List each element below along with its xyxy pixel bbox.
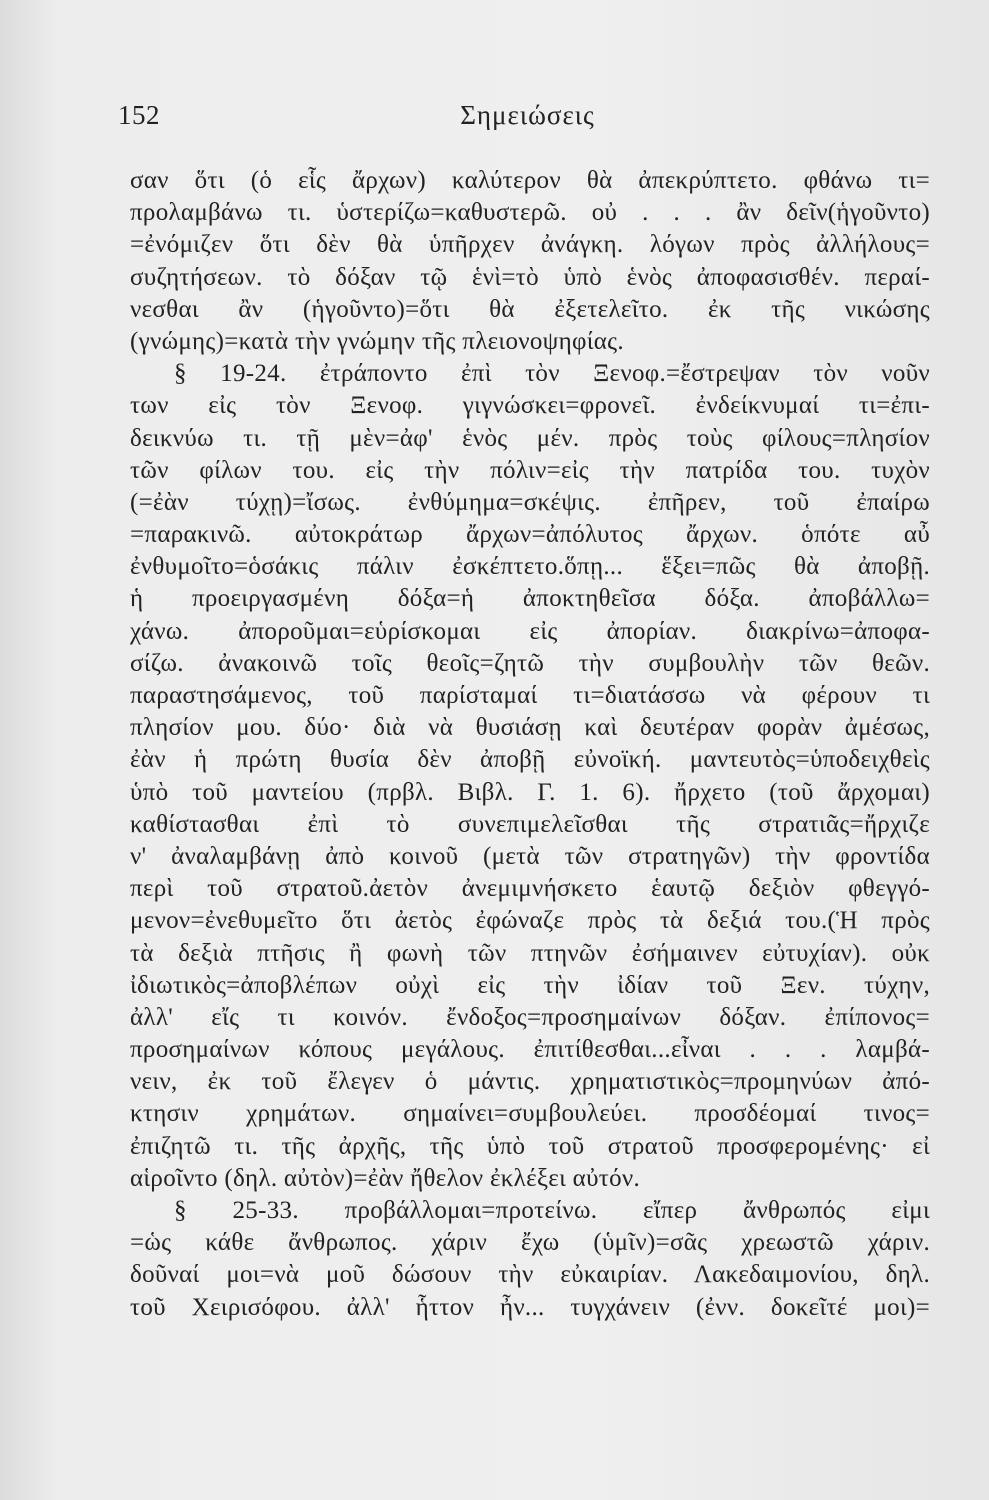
text-line: σαν ὅτι (ὁ εἷς ἄρχων) καλύτερον θὰ ἀπεκρύπτετο. φθάνω τι=: [130, 167, 930, 194]
text-line: τοῦ Χειρισόφου. ἀλλ' ἧττον ἦν... τυγχάνειν (ἐνν. δοκεῖτέ μοι)=: [130, 1293, 930, 1321]
text-line: (=ἐὰν τύχῃ)=ἴσως. ἐνθύμημα=σκέψις. ἐπῆρεν, τοῦ ἐπαίρω: [130, 488, 930, 516]
text-line: παραστησάμενος, τοῦ παρίσταμαί τι=διατάσσω νὰ φέρουν τι: [130, 682, 930, 709]
text-line: ἡ προειργασμένη δόξα=ἡ ἀποκτηθεῖσα δόξα. ἀποβάλλω=: [130, 585, 930, 613]
text-line: δεικνύω τι. τῇ μὲν=ἀφ' ἑνὸς μέν. πρὸς τοὺς φίλους=πλησίον: [130, 424, 930, 452]
text-line: προλαμβάνω τι. ὑστερίζω=καθυστερῶ. οὐ . . . ἂν δεῖν(ἡγοῦντο): [130, 199, 930, 227]
page-header: [118, 100, 937, 140]
page-number: 152: [118, 100, 160, 130]
text-line: δοῦναί μοι=νὰ μοῦ δώσουν τὴν εὐκαιρίαν. Λακεδαιμονίου, δηλ.: [130, 1261, 930, 1289]
text-line: =ὡς κάθε ἄνθρωπος. χάριν ἔχω (ὑμῖν)=σᾶς χρεωστῶ χάριν.: [130, 1229, 930, 1257]
text-line: τῶν φίλων του. εἰς τὴν πόλιν=εἰς τὴν πατρίδα του. τυχὸν: [130, 456, 930, 484]
text-line: ἐὰν ἡ πρώτη θυσία δὲν ἀποβῇ εὐνοϊκή. μαντευτὸς=ὑποδειχθεὶς: [130, 746, 930, 774]
text-line: πλησίον μου. δύο· διὰ νὰ θυσιάσῃ καὶ δευτέραν φορὰν ἀμέσως,: [130, 714, 930, 742]
text-line: συζητήσεων. τὸ δόξαν τῷ ἑνὶ=τὸ ὑπὸ ἑνὸς ἀποφασισθέν. περαί-: [130, 263, 930, 291]
text-line: ἐνθυμοῖτο=ὁσάκις πάλιν ἐσκέπτετο.ὅπῃ... ἕξει=πῶς θὰ ἀποβῇ.: [130, 553, 930, 581]
text-line: =ἐνόμιζεν ὅτι δὲν θὰ ὑπῆρχεν ἀνάγκη. λόγων πρὸς ἀλλήλους=: [130, 231, 930, 259]
text-line: μενον=ἐνεθυμεῖτο ὅτι ἀετὸς ἐφώναζε πρὸς τὰ δεξιά του.(Ἡ πρὸς: [130, 907, 930, 935]
text-line: ν' ἀναλαμβάνῃ ἀπὸ κοινοῦ (μετὰ τῶν στρατηγῶν) τὴν φροντίδα: [130, 842, 930, 870]
text-line: ἀλλ' εἴς τι κοινόν. ἔνδοξος=προσημαίνων δόξαν. ἐπίπονος=: [130, 1003, 930, 1031]
text-line: σίζω. ἀνακοινῶ τοῖς θεοῖς=ζητῶ τὴν συμβουλὴν τῶν θεῶν.: [130, 649, 930, 677]
text-line: περὶ τοῦ στρατοῦ.ἀετὸν ἀνεμιμνήσκετο ἑαυτῷ δεξιὸν φθεγγό-: [130, 875, 930, 903]
text-line: τὰ δεξιὰ πτῆσις ἢ φωνὴ τῶν πτηνῶν ἐσήμαινεν εὐτυχίαν). οὐκ: [130, 939, 930, 967]
text-line: ὑπὸ τοῦ μαντείου (πρβλ. Βιβλ. Γ. 1. 6). ἤρχετο (τοῦ ἄρχομαι): [130, 778, 930, 806]
text-line: (γνώμης)=κατὰ τὴν γνώμην τῆς πλειονοψηφίας.: [130, 327, 624, 355]
text-line: αἱροῖντο (δηλ. αὐτὸν)=ἐὰν ἤθελον ἐκλέξει αὐτόν.: [130, 1164, 641, 1192]
section-line: § 19-24. ἐτράποντο ἐπὶ τὸν Ξενοφ.=ἔστρεψαν τὸν νοῦν: [174, 360, 930, 388]
text-line: ἐπιζητῶ τι. τῆς ἀρχῆς, τῆς ὑπὸ τοῦ στρατοῦ προσφερομένης· εἰ: [130, 1132, 930, 1160]
text-line: =παρακινῶ. αὐτοκράτωρ ἄρχων=ἀπόλυτος ἄρχων. ὁπότε αὖ: [130, 521, 930, 549]
text-line: χάνω. ἀπορoῦμαι=εὑρίσκομαι εἰς ἀπορίαν. διακρίνω=ἀποφα-: [130, 617, 930, 645]
text-line: νειν, ἐκ τοῦ ἔλεγεν ὁ μάντις. χρηματιστικὸς=προμηνύων ἀπό-: [130, 1068, 930, 1096]
text-line: καθίστασθαι ἐπὶ τὸ συνεπιμελεῖσθαι τῆς στρατιᾶς=ἤρχιζε: [130, 810, 930, 838]
text-line: ἰδιωτικὸς=ἀποβλέπων οὐχὶ εἰς τὴν ἰδίαν τοῦ Ξεν. τύχην,: [130, 971, 930, 999]
text-line: κτησιν χρημάτων. σημαίνει=συμβουλεύει. προσδέομαί τινος=: [130, 1100, 930, 1128]
section-line: § 25-33. προβάλλομαι=προτείνω. εἴπερ ἄνθρωπός εἰμι: [174, 1197, 930, 1224]
notes-text: [130, 165, 930, 1324]
text-line: των εἰς τὸν Ξενοφ. γιγνώσκει=φρονεῖ. ἐνδείκνυμαί τι=ἐπι-: [130, 392, 930, 420]
running-head: Σημειώσεις: [460, 100, 595, 130]
text-line: νεσθαι ἂν (ἡγοῦντο)=ὅτι θὰ ἐξετελεῖτο. ἐκ τῆς νικώσης: [130, 295, 930, 323]
text-line: προσημαίνων κόπους μεγάλους. ἐπιτίθεσθαι...εἶναι . . . λαμβά-: [130, 1036, 930, 1064]
